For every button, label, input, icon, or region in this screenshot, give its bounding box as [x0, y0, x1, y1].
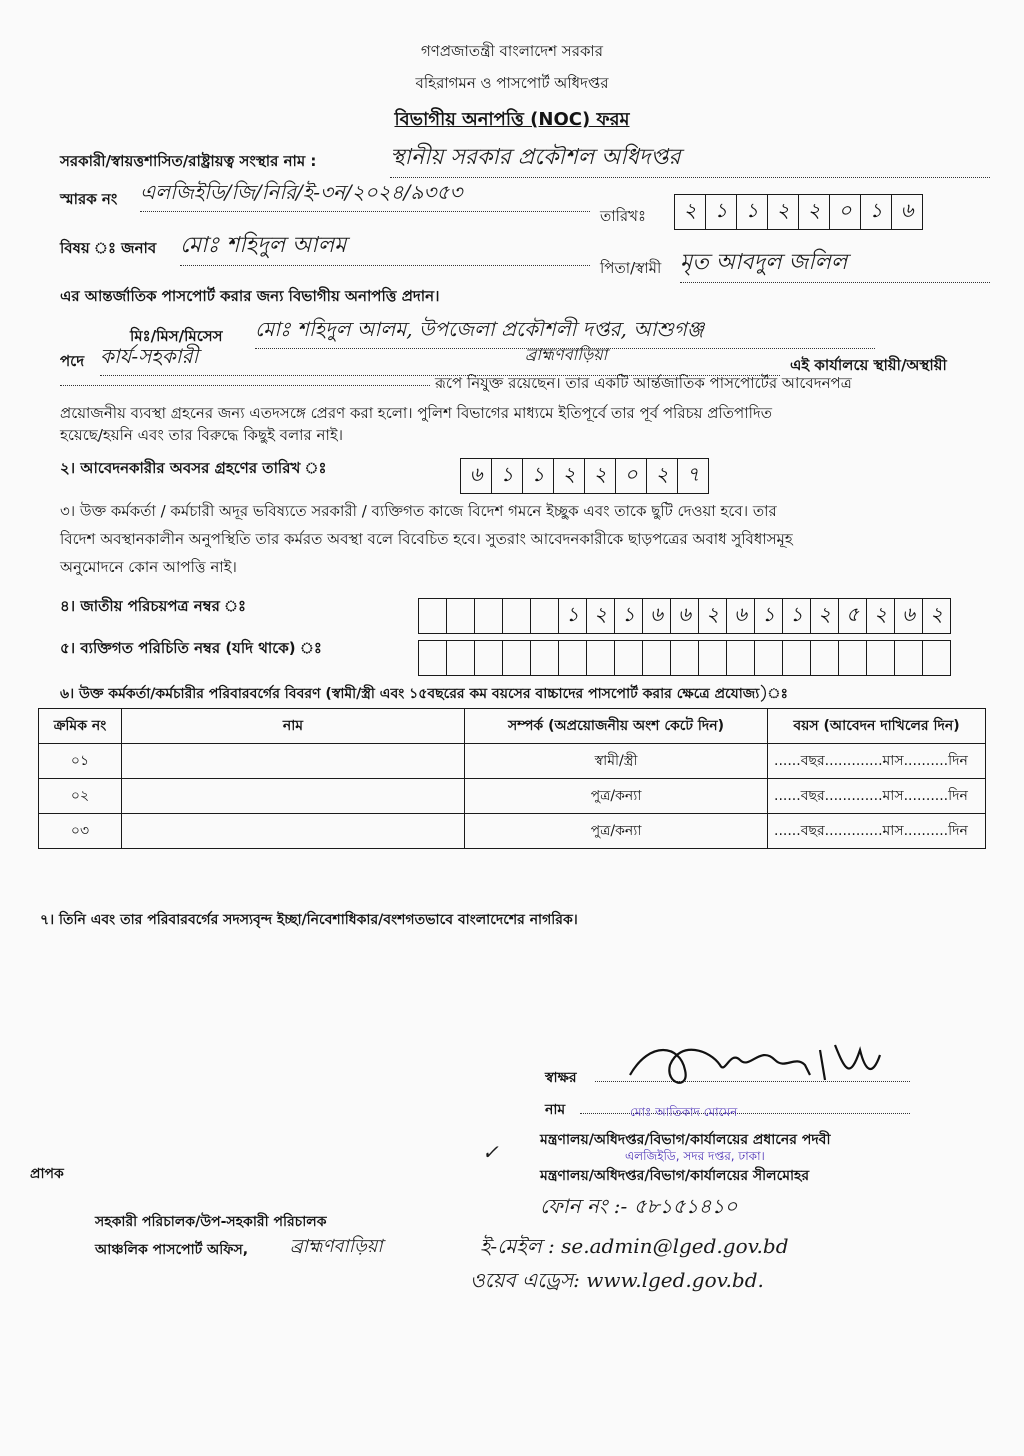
pid-digit	[558, 640, 586, 676]
retire-digit: ২	[646, 458, 677, 494]
pid-label: ৫। ব্যক্তিগত পরিচিতি নম্বর (যদি থাকে) ঃ	[60, 639, 322, 657]
pid-boxes	[418, 640, 951, 676]
row-relation: স্বামী/স্ত্রী	[465, 744, 768, 779]
nid-label: ৪। জাতীয় পরিচয়পত্র নম্বর ঃ	[60, 597, 247, 615]
signature-image	[610, 1030, 910, 1100]
header-relation: সম্পর্ক (অপ্রয়োজনীয় অংশ কেটে দিন)	[465, 709, 768, 744]
pid-digit	[894, 640, 922, 676]
pid-digit	[866, 640, 894, 676]
nid-digit: ২	[810, 598, 838, 634]
post-value: কার্য-সহকারী	[100, 342, 780, 376]
memo-label: স্মারক নং	[60, 190, 118, 208]
pid-digit	[754, 640, 782, 676]
citizen-text: ৭। তিনি এবং তার পরিবারবর্গের সদস্যবৃন্দ ইচ্ছা/নিবেশাধিকার/বংশগতভাবে বাংলাদেশের নাগরিক।	[40, 912, 578, 928]
phone-handwritten: ফোন নং :- ৫৮১৫১৪১০	[540, 1194, 738, 1218]
table-row	[39, 814, 986, 849]
nid-digit	[502, 598, 530, 634]
para1-line2: প্রয়োজনীয় ব্যবস্থা গ্রহনের জন্য এতদসঙ্গে প্রেরণ করা হলো। পুলিশ বিভাগের মাধ্যমে ইতিপূর্বে তার পূর্ব পরিচয় প্রতিপাদিত	[60, 404, 772, 422]
father-label: পিতা/স্বামী	[600, 259, 662, 277]
pid-digit	[670, 640, 698, 676]
recipient-label: প্রাপক	[30, 1166, 64, 1182]
retire-label: ২। আবেদনকারীর অবসর গ্রহণের তারিখ ঃ	[60, 459, 327, 477]
stamp-name: মোঃ আতিকাদ মোমেন	[630, 1105, 738, 1119]
family-table	[38, 708, 986, 849]
government-title: গণপ্রজাতন্ত্রী বাংলাদেশ সরকার	[420, 42, 604, 60]
retire-digit: ২	[553, 458, 584, 494]
table-row	[39, 779, 986, 814]
header-serial: ক্রমিক নং	[39, 709, 122, 744]
pid-digit	[586, 640, 614, 676]
header-name: নাম	[122, 709, 465, 744]
recipient-district: ব্রাহ্মণবাড়িয়া	[290, 1236, 383, 1257]
header-age: বয়স (আবেদন দাখিলের দিন)	[768, 709, 986, 744]
date-digit: ৬	[891, 194, 923, 230]
nid-digit	[530, 598, 558, 634]
retire-digit: ২	[584, 458, 615, 494]
retire-digit: ৭	[677, 458, 709, 494]
date-digit: ২	[767, 194, 798, 230]
nid-digit: ২	[586, 598, 614, 634]
pid-digit	[838, 640, 866, 676]
para1-line3: হয়েছে/হয়নি এবং তার বিরুদ্ধে কিছুই বলার নাই।	[60, 426, 344, 444]
date-digit: ১	[705, 194, 736, 230]
row-age: ......বছর.............মাস..........দিন	[768, 814, 986, 849]
recipient-designation: সহকারী পরিচালক/উপ-সহকারী পরিচালক	[95, 1214, 327, 1230]
date-digit: ০	[829, 194, 860, 230]
nid-digit: ১	[782, 598, 810, 634]
name-value: মোঃ শহিদুল আলম, উপজেলা প্রকৌশলী দপ্তর, আশুগঞ্জ	[255, 315, 875, 349]
date-boxes	[674, 194, 923, 230]
family-label: ৬। উক্ত কর্মকর্তা/কর্মচারীর পরিবারবর্গের বিবরণ (স্বামী/স্ত্রী এবং ১৫বছরের কম বয়সের বাচ্চাদের পাসপোর্ট করার ক্ষেত্রে প্রযোজ্য)ঃ	[60, 686, 788, 702]
row-age: ......বছর.............মাস..........দিন	[768, 744, 986, 779]
pid-digit	[782, 640, 810, 676]
stamp-office: এলজিইডি, সদর দপ্তর, ঢাকা।	[625, 1149, 765, 1163]
org-label: সরকারী/স্বায়ত্তশাসিত/রাষ্ট্রায়ত্ব সংস্থার নাম :	[60, 152, 317, 170]
date-digit: ২	[798, 194, 829, 230]
subject-label: বিষয় ঃ জনাব	[60, 239, 157, 257]
nid-digit: ৬	[894, 598, 922, 634]
row-name	[122, 814, 465, 849]
seal-label: মন্ত্রণালয়/অধিদপ্তর/বিভাগ/কার্যালয়ের সীলমোহর	[540, 1168, 810, 1184]
nid-digit: ১	[614, 598, 642, 634]
father-value: মৃত আবদুল জলিল	[680, 245, 990, 283]
nid-digit: ৬	[670, 598, 698, 634]
nid-digit: ৬	[642, 598, 670, 634]
post-label: পদে	[60, 352, 85, 370]
name-label-sig: নাম	[545, 1102, 566, 1118]
table-row	[39, 744, 986, 779]
nid-digit: ১	[754, 598, 782, 634]
designation-label: মন্ত্রণালয়/অধিদপ্তর/বিভাগ/কার্যালয়ের প্রধানের পদবী	[540, 1132, 831, 1148]
row-age: ......বছর.............মাস..........দিন	[768, 779, 986, 814]
retire-digit: ১	[491, 458, 522, 494]
pid-digit	[810, 640, 838, 676]
memo-value: এলজিইডি/জি/নিরি/ই-৩ন/২০২৪/৯৩৫৩	[140, 178, 590, 212]
para3-line2: বিদেশ অবস্থানকালীন অনুপস্থিতি তার কর্মরত অবস্থা বলে বিবেচিত হবে। সুতরাং আবেদনকারীকে ছাড়পত্রের অবাধ সুবিধাসমূহ	[60, 530, 793, 548]
nid-digit	[446, 598, 474, 634]
pid-digit	[922, 640, 951, 676]
date-digit: ১	[736, 194, 767, 230]
nid-digit: ৬	[726, 598, 754, 634]
row-relation: পুত্র/কন্যা	[465, 779, 768, 814]
pid-digit	[698, 640, 726, 676]
pid-digit	[502, 640, 530, 676]
pid-digit	[474, 640, 502, 676]
pid-digit	[530, 640, 558, 676]
para3-line3: অনুমোদনে কোন আপত্তি নাই।	[60, 558, 237, 576]
nid-digit: ৫	[838, 598, 866, 634]
web-handwritten: ওয়েব এড্রেস: www.lged.gov.bd.	[470, 1268, 764, 1292]
nid-digit	[474, 598, 502, 634]
office-value: ব্রাহ্মণবাড়িয়া	[525, 345, 608, 364]
pid-digit	[446, 640, 474, 676]
retire-digit: ০	[615, 458, 646, 494]
subject-value: মোঃ শহিদুল আলম	[180, 228, 590, 266]
recipient-office: আঞ্চলিক পাসপোর্ট অফিস,	[95, 1242, 249, 1258]
purpose-text: এর আন্তর্জাতিক পাসপোর্ট করার জন্য বিভাগীয় অনাপত্তি প্রদান।	[60, 287, 440, 305]
form-title: বিভাগীয় অনাপত্তি (NOC) ফরম	[394, 109, 630, 130]
nid-boxes	[418, 598, 951, 634]
nid-digit: ১	[558, 598, 586, 634]
para1-line1: রূপে নিযুক্ত রয়েছেন। তার একটি আর্ন্তজাতিক পাসপোর্টের আবেদনপত্র	[435, 374, 852, 392]
row-serial: ০১	[39, 744, 122, 779]
nid-digit	[418, 598, 446, 634]
post-continuation-line	[60, 384, 430, 386]
email-handwritten: ই-মেইল : se.admin@lged.gov.bd	[480, 1234, 789, 1258]
office-suffix: এই কার্যালয়ে স্থায়ী/অস্থায়ী	[790, 356, 947, 374]
name-label: মিঃ/মিস/মিসেস	[130, 327, 223, 345]
date-digit: ২	[674, 194, 705, 230]
retire-digit: ১	[522, 458, 553, 494]
pid-digit	[418, 640, 446, 676]
row-serial: ০২	[39, 779, 122, 814]
row-serial: ০৩	[39, 814, 122, 849]
table-header-row	[39, 709, 986, 744]
pid-digit	[614, 640, 642, 676]
retire-date-boxes	[460, 458, 709, 494]
nid-digit: ২	[922, 598, 951, 634]
retire-digit: ৬	[460, 458, 491, 494]
date-digit: ১	[860, 194, 891, 230]
pid-digit	[726, 640, 754, 676]
initial-mark: ✓	[482, 1140, 499, 1164]
row-name	[122, 779, 465, 814]
date-label: তারিখঃ	[600, 207, 646, 225]
sign-label: স্বাক্ষর	[545, 1070, 577, 1086]
pid-digit	[642, 640, 670, 676]
nid-digit: ২	[866, 598, 894, 634]
org-value: স্থানীয় সরকার প্রকৌশল অধিদপ্তর	[390, 140, 990, 178]
row-name	[122, 744, 465, 779]
para3-line1: ৩। উক্ত কর্মকর্তা / কর্মচারী অদূর ভবিষ্যতে সরকারী / ব্যক্তিগত কাজে বিদেশ গমনে ইচ্ছুক এবং তাকে ছুটি দেওয়া হবে। তার	[60, 502, 777, 520]
nid-digit: ২	[698, 598, 726, 634]
row-relation: পুত্র/কন্যা	[465, 814, 768, 849]
department-title: বহিরাগমন ও পাসপোর্ট অধিদপ্তর	[415, 74, 609, 92]
